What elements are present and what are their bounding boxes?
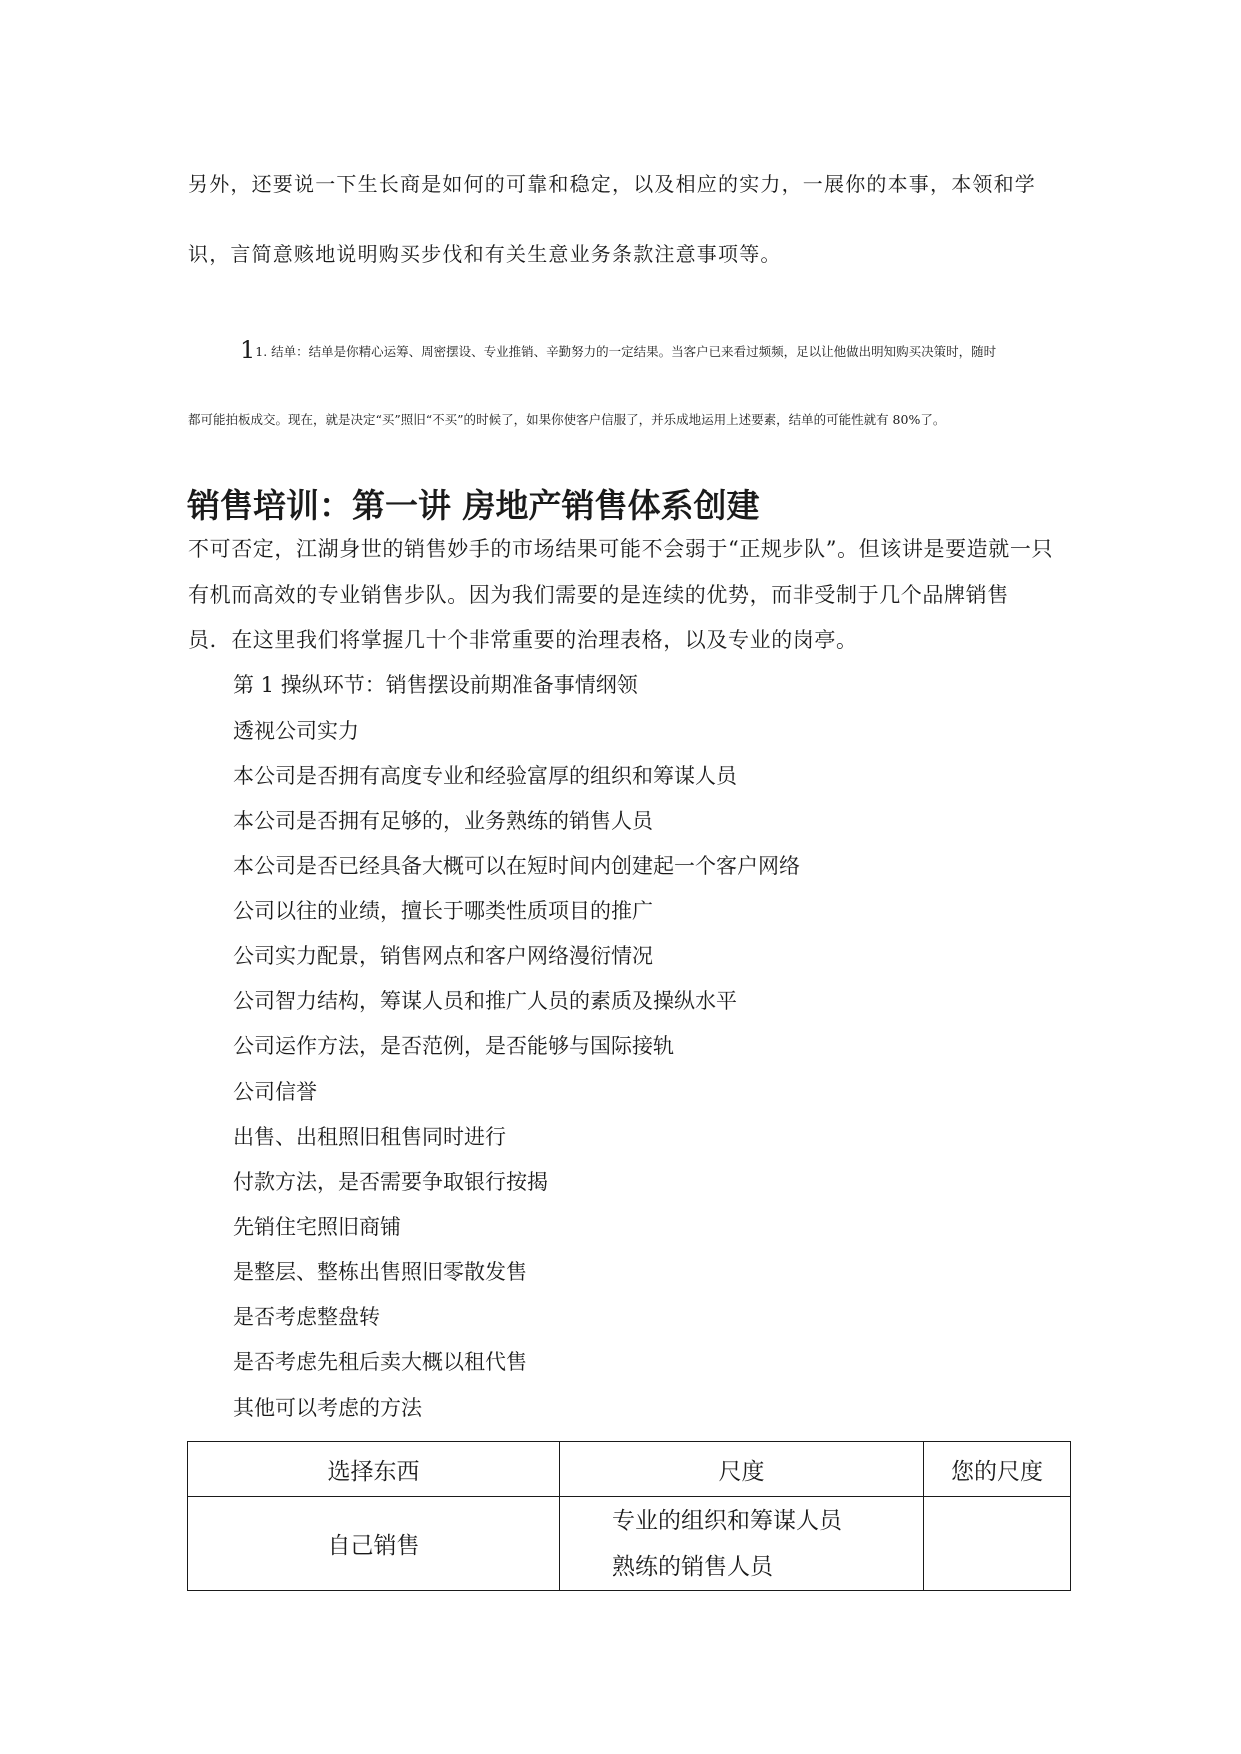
list-item: 透视公司实力: [233, 719, 359, 743]
criteria-line: 专业的组织和筹谋人员: [612, 1507, 842, 1534]
list-item: 是否考虑整盘转: [233, 1305, 380, 1329]
list-item: 公司智力结构，筹谋人员和推广人员的素质及操纵水平: [233, 989, 737, 1013]
paragraph-line-3: 员．在这里我们将掌握几十个非常重要的治理表格，以及专业的岗亭。: [188, 628, 858, 652]
cell-criteria: [560, 1497, 924, 1591]
header-option: 选择东西: [188, 1442, 560, 1497]
intro-line-1: 另外，还要说一下生长商是如何的可靠和稳定，以及相应的实力，一展你的本事，本领和学: [188, 172, 1036, 196]
list-item: 本公司是否拥有足够的，业务熟练的销售人员: [233, 809, 653, 833]
intro-line-2: 识，言简意赅地说明购买步伐和有关生意业务条款注意事项等。: [188, 242, 782, 266]
header-yours: 您的尺度: [924, 1442, 1071, 1497]
list-item: 其他可以考虑的方法: [233, 1396, 422, 1420]
list-item: 付款方法，是否需要争取银行按揭: [233, 1170, 548, 1194]
header-criteria: 尺度: [560, 1442, 924, 1497]
footnote-text-1: 1. 结单：结单是你精心运筹、周密摆设、专业推销、辛勤努力的一定结果。当客户已来看过频频，足以让他做出明知购买决策时，随时: [255, 344, 997, 359]
footnote-number: 1: [240, 336, 256, 364]
cell-yours: [924, 1497, 1071, 1591]
footnote-line-1: [240, 336, 1068, 364]
table-row: [188, 1497, 1071, 1591]
footnote-line-2: 都可能拍板成交。现在，就是决定“买”照旧“不买”的时候了，如果你使客户信服了，并乐成地运用上述要素，结单的可能性就有 80%了。: [188, 412, 946, 427]
cell-option: 自己销售: [188, 1497, 560, 1591]
paragraph-line-2: 有机而高效的专业销售步队。因为我们需要的是连续的优势，而非受制于几个品牌销售: [188, 583, 1009, 607]
list-item: 公司运作方法，是否范例，是否能够与国际接轨: [233, 1034, 674, 1058]
list-item: 出售、出租照旧租售同时进行: [233, 1125, 506, 1149]
table-header-row: [188, 1442, 1071, 1497]
list-item: 是否考虑先租后卖大概以租代售: [233, 1350, 527, 1374]
list-item: 先销住宅照旧商铺: [233, 1215, 401, 1239]
list-item: 公司实力配景，销售网点和客户网络漫衍情况: [233, 944, 653, 968]
section-heading: 销售培训：第一讲 房地产销售体系创建: [187, 486, 760, 525]
list-item: 本公司是否已经具备大概可以在短时间内创建起一个客户网络: [233, 854, 800, 878]
list-item: 第 1 操纵环节：销售摆设前期准备事情纲领: [233, 673, 638, 697]
list-item: 本公司是否拥有高度专业和经验富厚的组织和筹谋人员: [233, 764, 737, 788]
list-item: 是整层、整栋出售照旧零散发售: [233, 1260, 527, 1284]
list-item: 公司以往的业绩，擅长于哪类性质项目的推广: [233, 899, 653, 923]
paragraph-line-1: 不可否定，江湖身世的销售妙手的市场结果可能不会弱于“正规步队”。但该讲是要造就一只: [188, 537, 1054, 561]
criteria-table: [187, 1441, 1071, 1591]
criteria-line: 熟练的销售人员: [612, 1553, 773, 1580]
list-item: 公司信誉: [233, 1080, 317, 1104]
